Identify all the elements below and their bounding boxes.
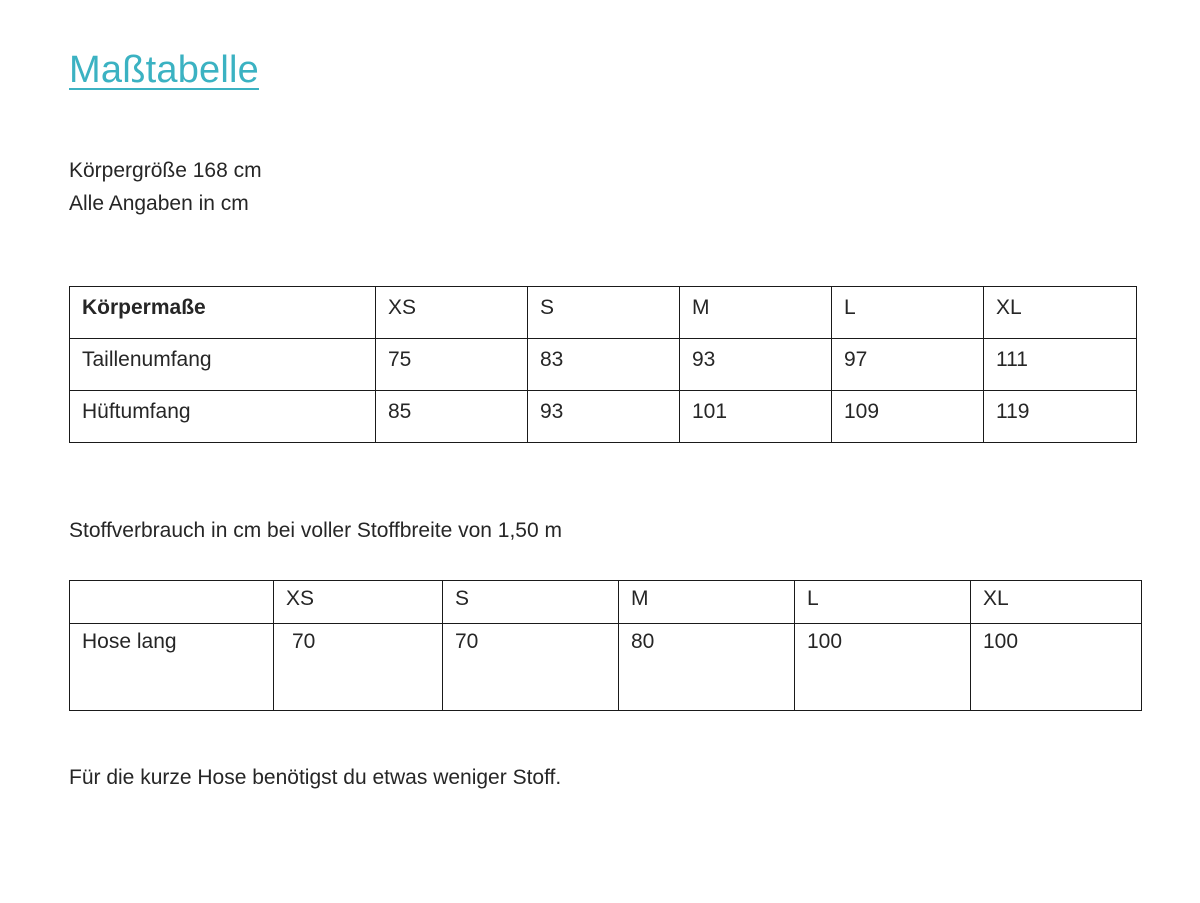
header-cell-m: M — [619, 581, 795, 624]
table-cell: 101 — [680, 391, 832, 443]
table-cell: 97 — [832, 339, 984, 391]
table-cell: 70 — [443, 624, 619, 711]
table-header-row — [70, 581, 1142, 624]
header-cell-empty — [70, 581, 274, 624]
header-cell-l: L — [832, 287, 984, 339]
table-cell: 111 — [984, 339, 1137, 391]
page-title: Maßtabelle — [69, 49, 259, 91]
header-cell-xs: XS — [376, 287, 528, 339]
table-row — [70, 339, 1137, 391]
row-label-cell: Hose lang — [70, 624, 274, 711]
row-label-cell: Hüftumfang — [70, 391, 376, 443]
table-header-row — [70, 287, 1137, 339]
table-cell: 100 — [971, 624, 1142, 711]
table-cell: 119 — [984, 391, 1137, 443]
header-cell-m: M — [680, 287, 832, 339]
table-row — [70, 624, 1142, 711]
units-note-text: Alle Angaben in cm — [69, 192, 249, 215]
header-cell-xl: XL — [984, 287, 1137, 339]
table-cell: 70 — [274, 624, 443, 711]
table-cell: 80 — [619, 624, 795, 711]
table-cell: 75 — [376, 339, 528, 391]
table-cell: 93 — [528, 391, 680, 443]
header-cell-xs: XS — [274, 581, 443, 624]
table-cell: 85 — [376, 391, 528, 443]
table-cell: 109 — [832, 391, 984, 443]
table-cell: 83 — [528, 339, 680, 391]
header-cell-l: L — [795, 581, 971, 624]
table-cell: 100 — [795, 624, 971, 711]
fabric-caption-text: Stoffverbrauch in cm bei voller Stoffbreite von 1,50 m — [69, 519, 562, 542]
body-height-text: Körpergröße 168 cm — [69, 159, 262, 182]
header-cell-label: Körpermaße — [70, 287, 376, 339]
header-cell-s: S — [443, 581, 619, 624]
table-cell: 93 — [680, 339, 832, 391]
header-cell-xl: XL — [971, 581, 1142, 624]
body-measurements-table — [69, 286, 1137, 443]
fabric-consumption-table — [69, 580, 1142, 711]
footer-note-text: Für die kurze Hose benötigst du etwas weniger Stoff. — [69, 766, 562, 789]
header-cell-s: S — [528, 287, 680, 339]
row-label-cell: Taillenumfang — [70, 339, 376, 391]
table-row — [70, 391, 1137, 443]
